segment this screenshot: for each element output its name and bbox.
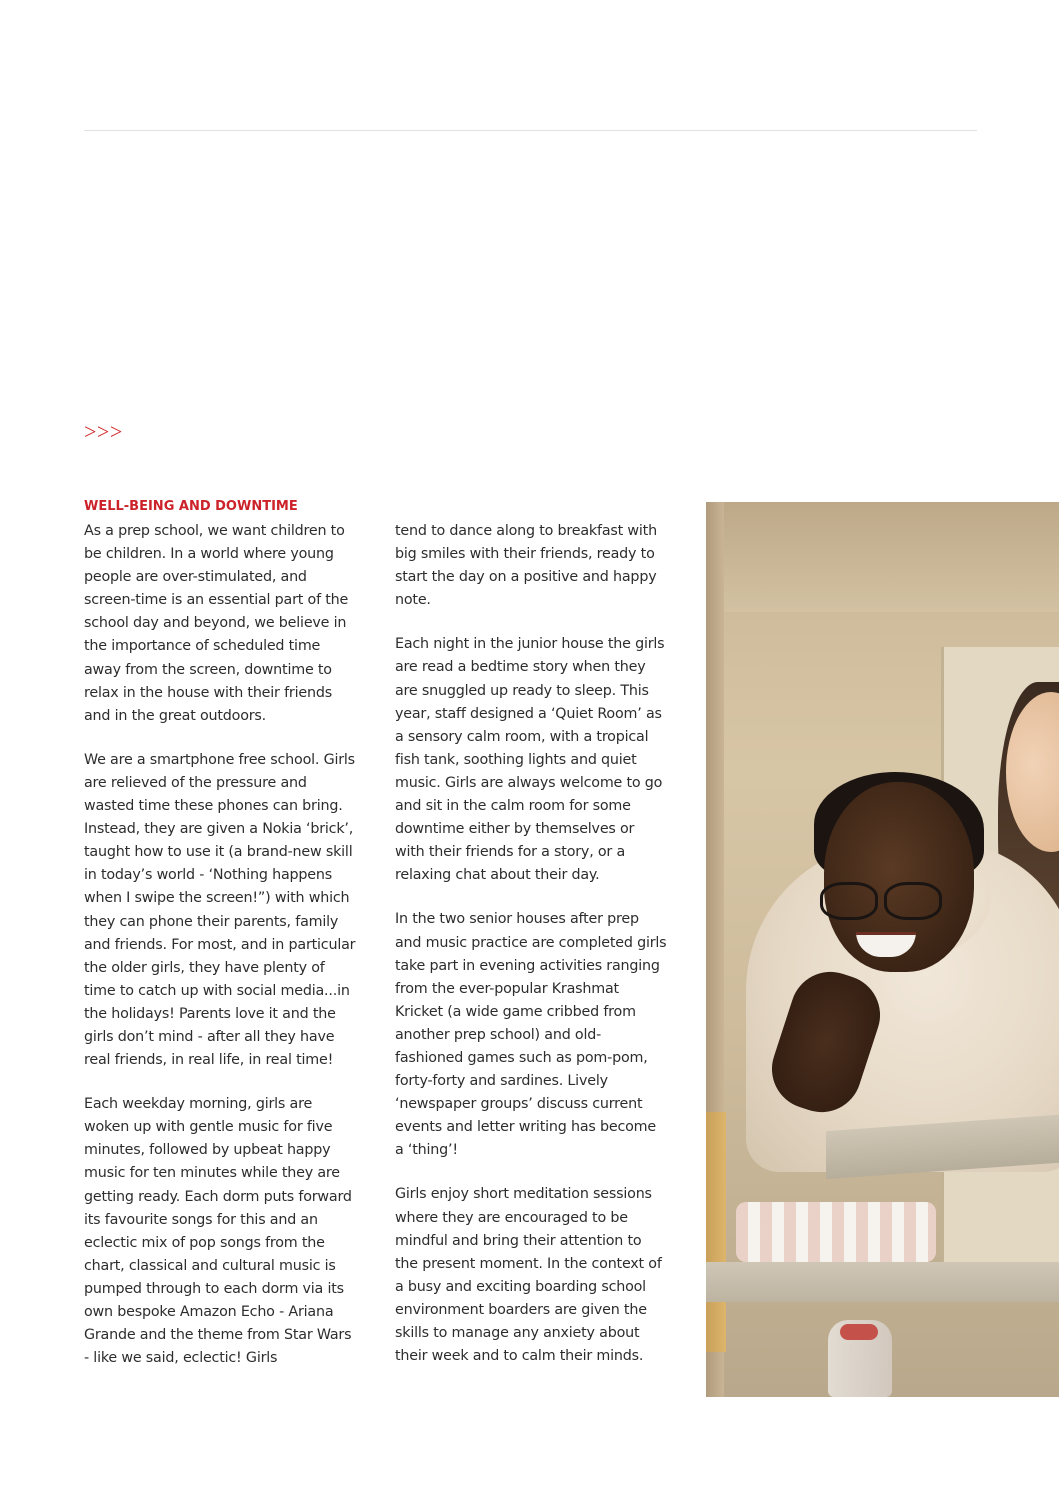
- photo-bottle-cap: [840, 1324, 878, 1340]
- paragraph: As a prep school, we want children to be children. In a world where young people are over-stimulated, and screen-time is an essential part of the school day and beyond, we believe in the importance of scheduled time away from the screen, downtime to relax in the house with their friends and in the great outdoors.: [84, 523, 349, 724]
- text-column-left: [84, 520, 356, 1391]
- boarding-girls-photo: [706, 502, 1059, 1397]
- paragraph: Each weekday morning, girls are woken up with gentle music for five minutes, followed by upbeat happy music for ten minutes while they are getting ready. Each dorm puts forward its favourite songs for this and an eclectic mix of pop songs from the chart, classical and cultural music is pumped through to each dorm via its own bespoke Amazon Echo - Ariana Grande and the theme from Star Wars - like we said, eclectic! Girls: [84, 1096, 352, 1367]
- photo-glasses-left: [820, 882, 878, 920]
- top-divider: [84, 130, 977, 131]
- section-heading: WELL-BEING AND DOWNTIME: [84, 499, 298, 514]
- photo-shelf: [706, 1112, 726, 1352]
- photo-bed-sheet: [736, 1202, 936, 1262]
- paragraph: We are a smartphone free school. Girls are relieved of the pressure and wasted time these phones can bring. Instead, they are given a Nokia ‘brick’, taught how to use it (a brand-new skill in today’s world - ‘Nothing happens when I swipe the screen!”) with which they can phone their parents, family and friends. For most, and in particular the older girls, they have plenty of time to catch up with social media...in the holidays! Parents love it and the girls don’t mind - after all they have real friends, in real life, in real time!: [84, 751, 356, 1069]
- paragraph: Each night in the junior house the girls are read a bedtime story when they are snuggled up ready to sleep. This year, staff designed a ‘Quiet Room’ as a sensory calm room, with a tropical fish tank, soothing lights and quiet music. Girls are always welcome to go and sit in the calm room for some downtime either by themselves or with their friends for a story, or a relaxing chat about their day.: [395, 636, 665, 884]
- paragraph: Girls enjoy short meditation sessions where they are encouraged to be mindful and bring their attention to the present moment. In the context of a busy and exciting boarding school environment boarders are given the skills to manage any anxiety about their week and to calm their minds.: [395, 1186, 662, 1365]
- text-column-middle: [395, 520, 667, 1389]
- photo-lower-bunk: [706, 1262, 1059, 1302]
- paragraph: In the two senior houses after prep and music practice are completed girls take part in evening activities ranging from the ever-popular Krashmat Kricket (a wide game cribbed from another prep school) and old-fashioned games such as pom-pom, forty-forty and sardines. Lively ‘newspaper groups’ discuss current events and letter writing has become a ‘thing’!: [395, 911, 667, 1159]
- photo-ceiling: [706, 502, 1059, 612]
- paragraph: tend to dance along to breakfast with big smiles with their friends, ready to start the day on a positive and happy note.: [395, 523, 657, 609]
- chevron-marker: >>>: [84, 419, 123, 444]
- photo-glasses-right: [884, 882, 942, 920]
